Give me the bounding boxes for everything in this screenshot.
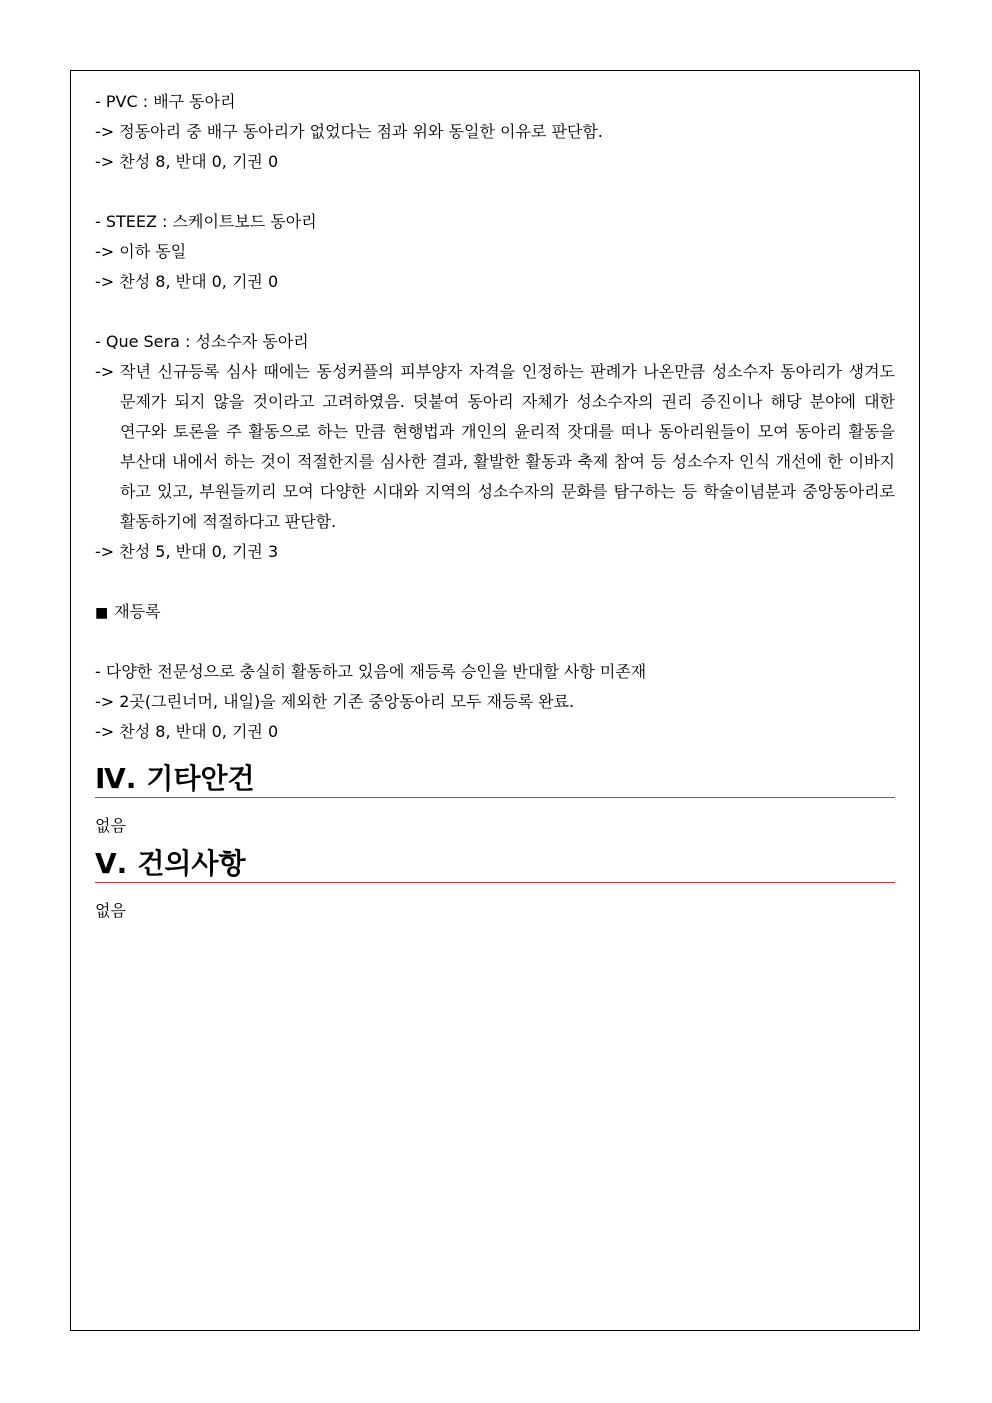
document-body — [95, 87, 895, 925]
steez-reason: -> 이하 동일 — [95, 242, 187, 261]
quesera-title: - Que Sera : 성소수자 동아리 — [95, 332, 309, 351]
quesera-reason: 작년 신규등록 심사 때에는 동성커플의 피부양자 자격을 인정하는 판례가 나온만큼 성소수자 동아리가 생겨도 문제가 되지 않을 것이라고 고려하였음. 덧붙여 동아리 자체가 성소수자의 권리 증진이나 해당 분야에 대한 연구와 토론을 주 활동으로 하는 만큼 현행법과 개인의 윤리적 잣대를 떠나 동아리원들이 모여 동아리 활동을 부산대 내에서 하는 것이 적절한지를 심사한 결과, 활발한 활동과 축제 참여 등 성소수자 인식 개선에 한 이바지 하고 있고, 부원들끼리 모여 다양한 시대와 지역의 성소수자의 문화를 탐구하는 등 학술이념분과 중앙동아리로 활동하기에 적절하다고 판단함. — [120, 362, 895, 531]
page-frame — [70, 70, 920, 1331]
etc-body: 없음 — [95, 816, 126, 835]
pvc-reason: -> 정동아리 중 배구 동아리가 없었다는 점과 위와 동일한 이유로 판단함. — [95, 122, 603, 141]
suggestions-body: 없음 — [95, 901, 126, 920]
section-number: Ⅴ. — [95, 847, 128, 880]
arrow-marker: -> — [95, 362, 115, 381]
reregistration-title: 재등록 — [114, 602, 161, 621]
quesera-reason-paragraph — [95, 357, 895, 537]
section-heading-etc — [95, 761, 895, 798]
square-bullet-icon: ■ — [95, 605, 109, 621]
steez-title: - STEEZ : 스케이트보드 동아리 — [95, 212, 317, 231]
spacer — [95, 567, 895, 597]
spacer — [95, 177, 895, 207]
spacer — [95, 627, 895, 657]
section-title: 기타안건 — [146, 762, 255, 795]
section-title: 건의사항 — [137, 847, 246, 880]
pvc-title: - PVC : 배구 동아리 — [95, 92, 236, 111]
pvc-vote: -> 찬성 8, 반대 0, 기권 0 — [95, 152, 279, 171]
reregistration-vote: -> 찬성 8, 반대 0, 기권 0 — [95, 722, 279, 741]
steez-vote: -> 찬성 8, 반대 0, 기권 0 — [95, 272, 279, 291]
reregistration-heading — [95, 597, 895, 627]
reregistration-line1: - 다양한 전문성으로 충실히 활동하고 있음에 재등록 승인을 반대할 사항 미존재 — [95, 662, 647, 681]
spacer — [95, 297, 895, 327]
quesera-vote: -> 찬성 5, 반대 0, 기권 3 — [95, 542, 279, 561]
reregistration-line2: -> 2곳(그린너머, 내일)을 제외한 기존 중앙동아리 모두 재등록 완료. — [95, 692, 575, 711]
section-number: Ⅳ. — [95, 762, 137, 795]
section-heading-suggestions — [95, 846, 895, 883]
